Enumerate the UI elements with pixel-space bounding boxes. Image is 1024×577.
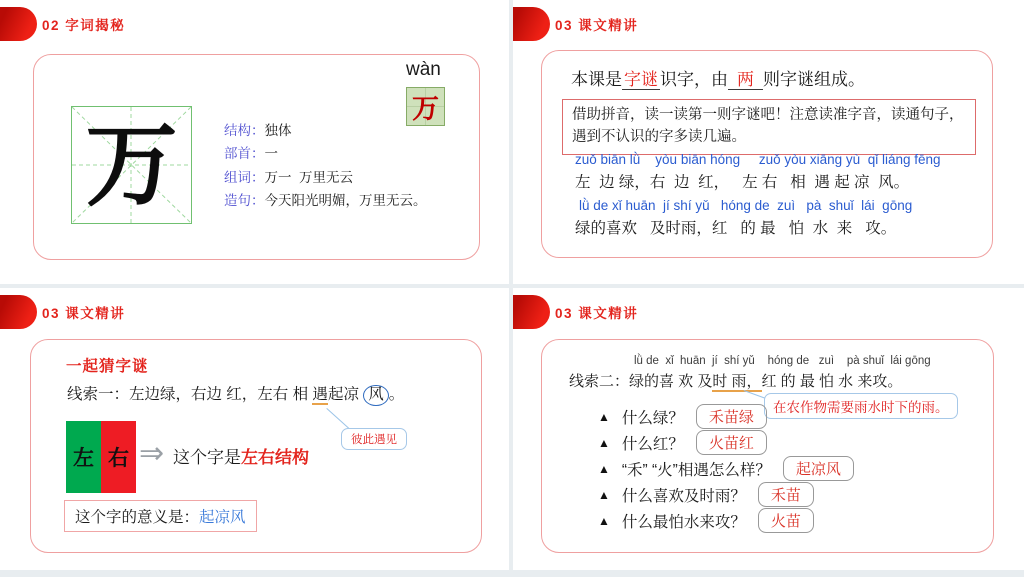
slide-guess-riddle-1[interactable]	[0, 288, 509, 570]
detail-label: 造句：	[224, 193, 265, 209]
slide-header: 03 课文精讲	[555, 306, 639, 321]
pinyin-line: lǜ de xǐ huān jí shí yǔ hóng de zuì pà shuǐ lái gōng	[579, 198, 913, 213]
detail-label: 结构：	[224, 122, 265, 138]
right-red-block: 右	[101, 421, 136, 493]
question-text: 什么红？	[621, 435, 684, 453]
detail-value: 独体	[264, 122, 292, 138]
slide-guess-riddle-2[interactable]	[513, 288, 1024, 570]
answer-box: 火苗红	[696, 430, 767, 455]
clue-text: 线索一：左边绿，右边 红，左右 相	[67, 386, 313, 403]
hanzi-line: 绿的喜欢 及时雨，红 的 最 怕 水 来 攻。	[575, 220, 897, 237]
detail-row	[224, 141, 427, 165]
triangle-bullet-icon: ▲	[598, 435, 610, 450]
clue-circled-word: 风	[363, 385, 389, 406]
slide-header: 02 字词揭秘	[42, 18, 126, 33]
answer-box: 起凉风	[783, 456, 854, 481]
riddle-intro-card	[541, 50, 993, 258]
clue-text: 。	[388, 386, 405, 403]
slide-word-reveal[interactable]	[0, 0, 509, 284]
bookmark-ribbon-icon	[0, 7, 37, 41]
character-card	[33, 54, 480, 260]
detail-label: 组词：	[224, 169, 265, 185]
conclusion-highlight: 左右结构	[241, 448, 309, 467]
clue-one-card	[30, 339, 482, 553]
bookmark-ribbon-icon	[513, 7, 550, 41]
meaning-highlight: 起凉风	[199, 509, 246, 526]
detail-label: 部首：	[224, 146, 265, 162]
bookmark-ribbon-icon	[0, 295, 37, 329]
character-thumbnail: 万	[406, 87, 445, 126]
triangle-bullet-icon: ▲	[598, 461, 610, 476]
detail-value: 一	[264, 146, 278, 162]
slide-riddle-intro[interactable]	[513, 0, 1024, 284]
answer-box: 禾苗绿	[696, 404, 767, 429]
detail-row	[224, 188, 427, 212]
pinyin-line: lǜ de xǐ huān jí shí yǔ hóng de zuì pà shuǐ lái gōng	[634, 355, 931, 367]
detail-row	[224, 117, 427, 141]
reading-tip-box: 借助拼音，读一读第一则字谜吧！注意读准字音，读通句子，遇到不认识的字多读几遍。	[562, 99, 976, 155]
qa-row	[598, 459, 854, 478]
clue-text: 起凉	[327, 386, 364, 403]
clue-sentence	[67, 382, 404, 404]
character-details	[224, 117, 427, 211]
timely-rain-callout: 在农作物需要雨水时下的雨。	[764, 393, 958, 419]
answer-box: 火苗	[758, 508, 814, 533]
question-answer-list	[598, 407, 854, 530]
character-grid	[71, 106, 192, 224]
clue-two-card	[541, 339, 994, 553]
qa-row	[598, 407, 854, 426]
detail-value: 今天阳光明媚，万里无云。	[264, 193, 427, 209]
meaning-box	[64, 500, 257, 532]
hanzi-line: 左 边 绿，右 边 红， 左 右 相 遇 起 凉 风。	[575, 174, 910, 191]
left-right-structure-diagram	[66, 421, 136, 493]
question-text: 什么绿？	[621, 409, 684, 427]
answer-box: 禾苗	[758, 482, 814, 507]
right-arrow-icon: ⇒	[139, 437, 165, 470]
qa-row	[598, 485, 854, 504]
question-text: 什么喜欢及时雨？	[621, 487, 746, 505]
intro-sentence	[571, 65, 865, 90]
section-title: 一起猜字谜	[66, 358, 149, 375]
clue-text: 线索二：绿的喜 欢 及	[569, 373, 713, 390]
detail-value: 万一 万里无云	[264, 169, 354, 185]
main-character: 万	[85, 111, 178, 219]
intro-text: 本课是	[571, 70, 622, 89]
intro-highlight: 两	[728, 70, 763, 90]
pinyin-line: zuǒ biān lǜ yòu biān hóng zuǒ yòu xiāng yù qǐ liáng fēng	[575, 152, 941, 167]
bookmark-ribbon-icon	[513, 295, 550, 329]
clue-sentence	[569, 370, 902, 391]
slide-header: 03 课文精讲	[42, 306, 126, 321]
clue-underlined-word: 时 雨，	[712, 373, 762, 390]
meaning-text: 这个字的意义是：	[75, 509, 200, 526]
qa-row	[598, 433, 854, 452]
triangle-bullet-icon: ▲	[598, 487, 610, 502]
clue-underlined-word: 遇	[312, 386, 328, 403]
slide-header: 03 课文精讲	[555, 18, 639, 33]
clue-text: 红 的 最 怕 水 来攻。	[761, 373, 903, 390]
qa-row	[598, 511, 854, 530]
intro-highlight: 字谜	[624, 70, 658, 89]
intro-text: 识字，由	[660, 70, 728, 89]
triangle-bullet-icon: ▲	[598, 409, 610, 424]
conclusion-text: 这个字是	[173, 448, 241, 467]
question-text: 什么最怕水来攻？	[621, 513, 746, 531]
left-green-block: 左	[66, 421, 101, 493]
structure-conclusion	[173, 443, 309, 468]
character-pinyin: wàn	[406, 59, 441, 80]
intro-text: 则字谜组成。	[763, 70, 865, 89]
question-text: “禾” “火”相遇怎么样？	[621, 461, 771, 479]
meet-callout: 彼此遇见	[341, 428, 407, 450]
detail-row	[224, 164, 427, 188]
triangle-bullet-icon: ▲	[598, 513, 610, 528]
